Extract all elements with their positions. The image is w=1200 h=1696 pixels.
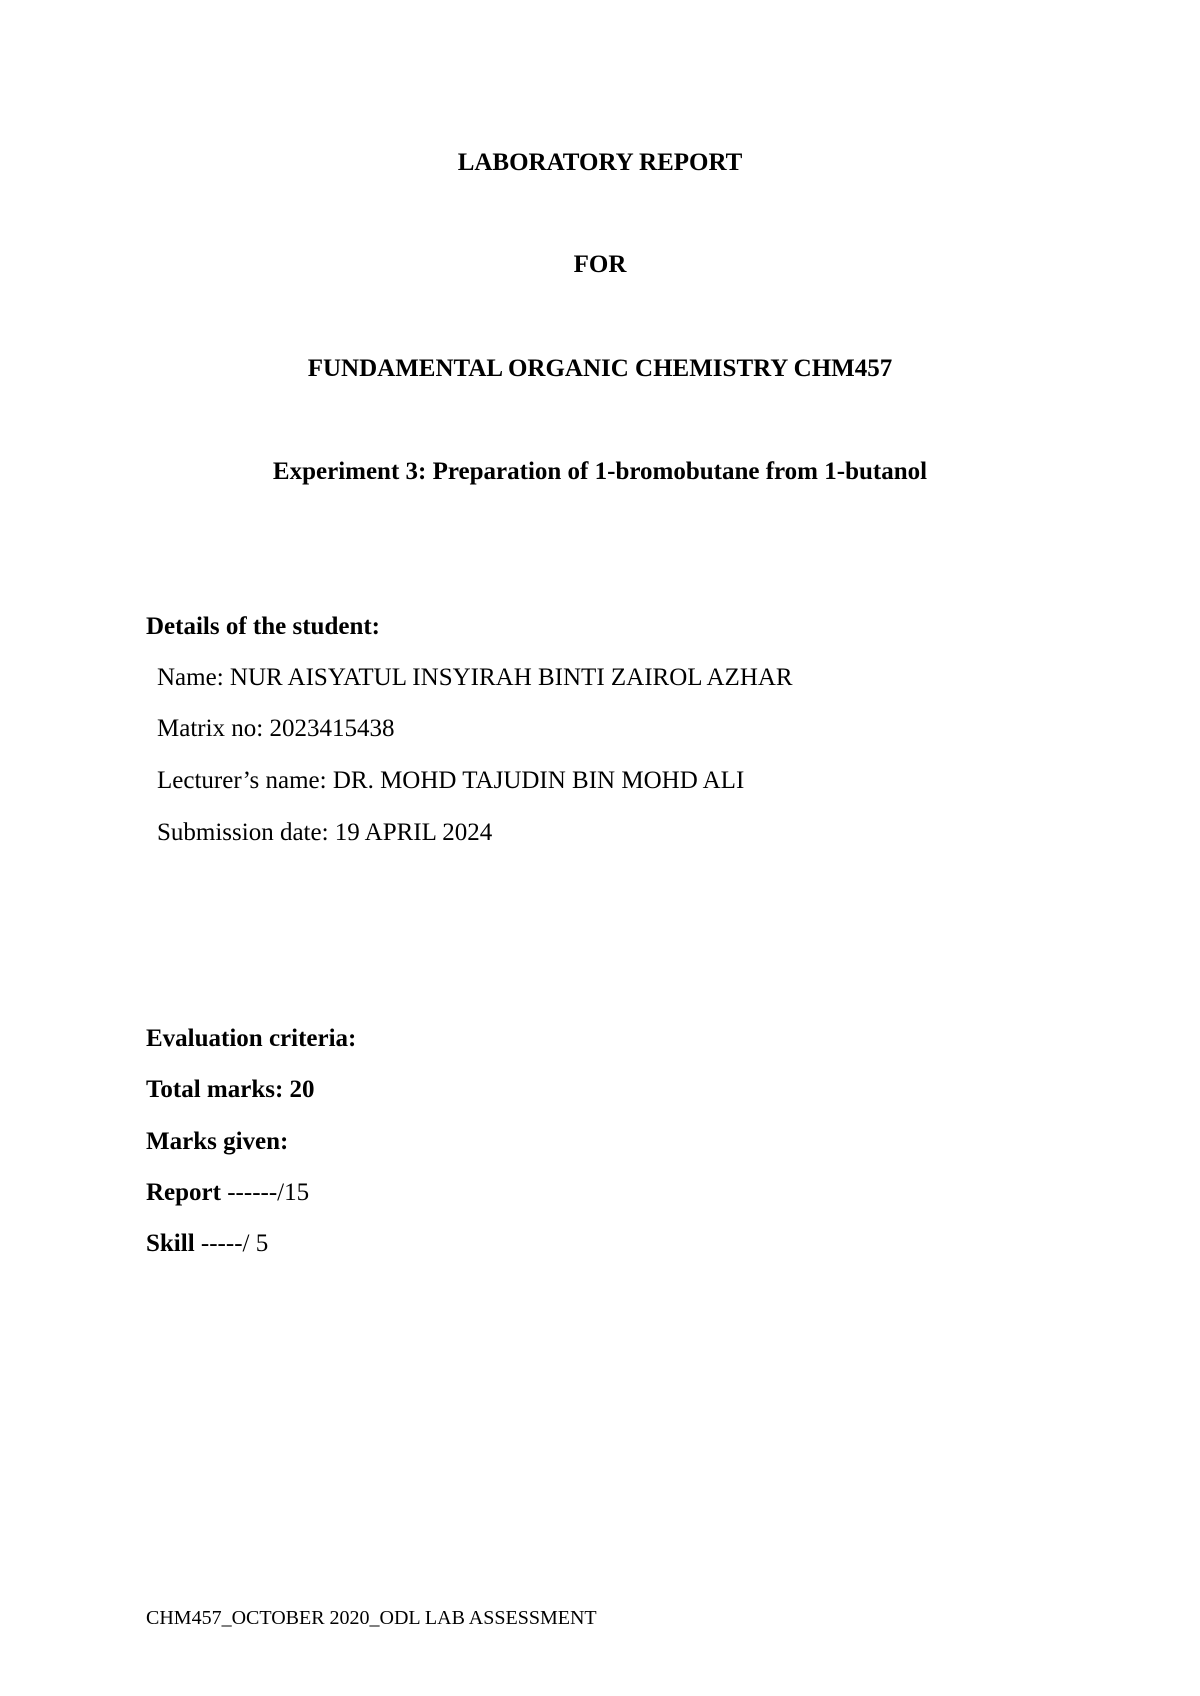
skill-marks (146, 1229, 268, 1259)
student-details-heading: Details of the student: (146, 613, 381, 640)
experiment-title: Experiment 3: Preparation of 1-bromobutane from 1-butanol (272, 458, 928, 485)
report-marks (146, 1178, 309, 1208)
marks-given: Marks given: (146, 1128, 289, 1155)
skill-marks-value: -----/ 5 (194, 1230, 269, 1257)
lecturer-name: Lecturer’s name: DR. MOHD TAJUDIN BIN MOHD ALI (157, 767, 745, 794)
student-name: Name: NUR AISYATUL INSYIRAH BINTI ZAIROL AZHAR (157, 664, 793, 691)
total-marks: Total marks: 20 (146, 1076, 315, 1103)
matrix-number: Matrix no: 2023415438 (157, 715, 395, 742)
page-footer: CHM457_OCTOBER 2020_ODL LAB ASSESSMENT (146, 1607, 597, 1629)
submission-date: Submission date: 19 APRIL 2024 (157, 819, 493, 846)
report-marks-label: Report (146, 1179, 221, 1206)
report-marks-value: ------/15 (220, 1179, 310, 1206)
evaluation-heading: Evaluation criteria: (146, 1025, 357, 1052)
report-title-for: FOR (573, 251, 627, 278)
report-title: LABORATORY REPORT (457, 149, 743, 176)
skill-marks-label: Skill (146, 1230, 195, 1257)
course-title: FUNDAMENTAL ORGANIC CHEMISTRY CHM457 (307, 355, 893, 382)
